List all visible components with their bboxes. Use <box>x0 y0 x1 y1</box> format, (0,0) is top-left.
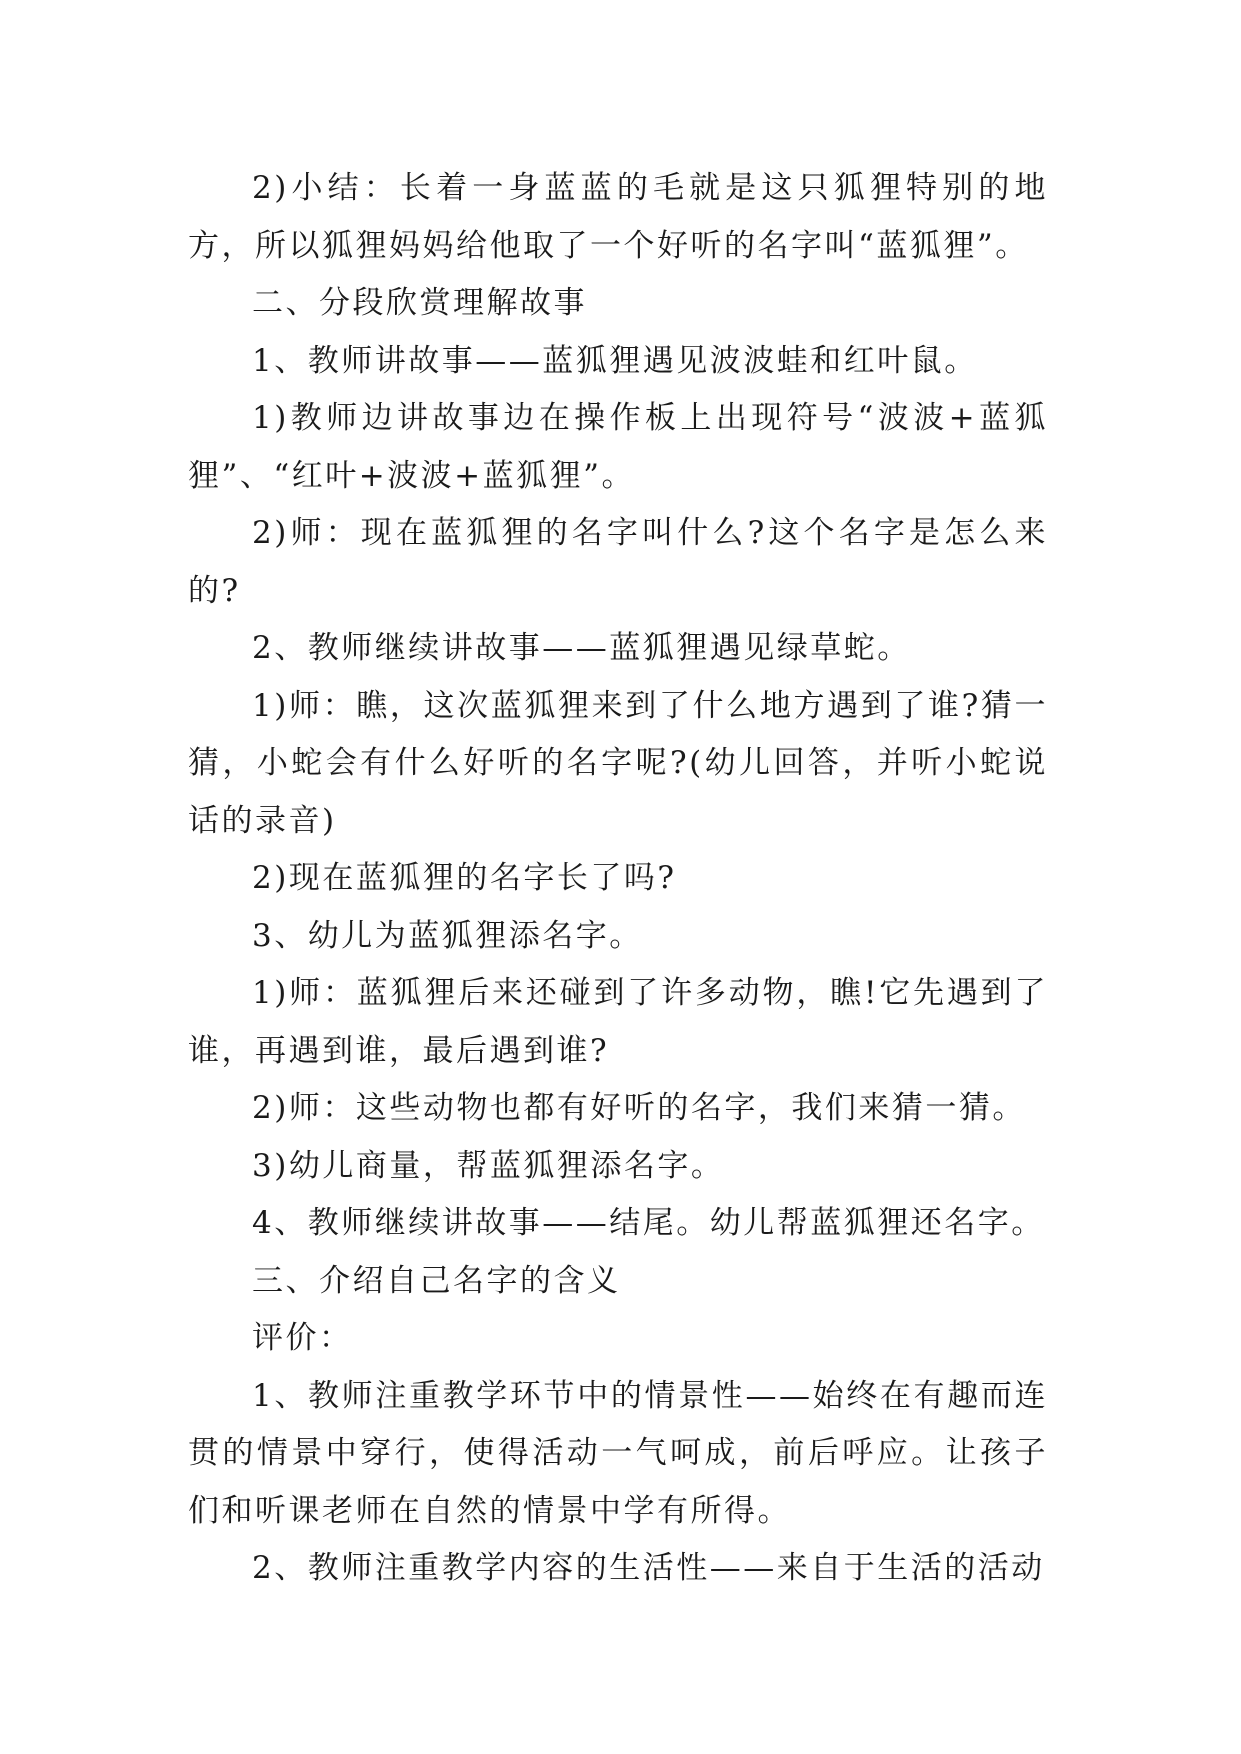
paragraph-step-2-2: 2)现在蓝狐狸的名字长了吗? <box>252 860 677 896</box>
paragraph-evaluation-1: 1、教师注重教学环节中的情景性——始终在有趣而连贯的情景中穿行，使得活动一气呵成，前后呼应。让孩子们和听课老师在自然的情景中学有所得。 <box>188 1377 1048 1529</box>
paragraph-step-3: 3、幼儿为蓝狐狸添名字。 <box>252 917 643 954</box>
paragraph-step-2-1: 1)师：瞧，这次蓝狐狸来到了什么地方遇到了谁?猜一猜，小蛇会有什么好听的名字呢?(幼儿回答，并听小蛇说话的录音) <box>188 687 1048 839</box>
paragraph-step-2: 2、教师继续讲故事——蓝狐狸遇见绿草蛇。 <box>252 630 911 666</box>
paragraph-step-4: 4、教师继续讲故事——结尾。幼儿帮蓝狐狸还名字。 <box>252 1205 1045 1241</box>
document-page <box>188 160 1048 1598</box>
paragraph-step-3-1: 1)师：蓝狐狸后来还碰到了许多动物，瞧!它先遇到了谁，再遇到谁，最后遇到谁? <box>188 975 1048 1069</box>
heading-section-two: 二、分段欣赏理解故事 <box>252 285 587 321</box>
paragraph-step-1-2: 2)师：现在蓝狐狸的名字叫什么?这个名字是怎么来的? <box>188 515 1048 609</box>
heading-section-three: 三、介绍自己名字的含义 <box>252 1262 621 1299</box>
heading-evaluation: 评价： <box>252 1320 353 1356</box>
paragraph-summary: 2)小结：长着一身蓝蓝的毛就是这只狐狸特别的地方，所以狐狸妈妈给他取了一个好听的名字叫“蓝狐狸”。 <box>188 170 1048 264</box>
paragraph-step-1: 1、教师讲故事——蓝狐狸遇见波波蛙和红叶鼠。 <box>252 342 978 379</box>
paragraph-step-3-2: 2)师：这些动物也都有好听的名字，我们来猜一猜。 <box>252 1090 1026 1126</box>
paragraph-evaluation-2: 2、教师注重教学内容的生活性——来自于生活的活动 <box>252 1550 1045 1586</box>
paragraph-step-3-3: 3)幼儿商量，帮蓝狐狸添名字。 <box>252 1147 725 1184</box>
paragraph-step-1-1: 1)教师边讲故事边在操作板上出现符号“波波+蓝狐狸”、“红叶+波波+蓝狐狸”。 <box>188 400 1048 494</box>
